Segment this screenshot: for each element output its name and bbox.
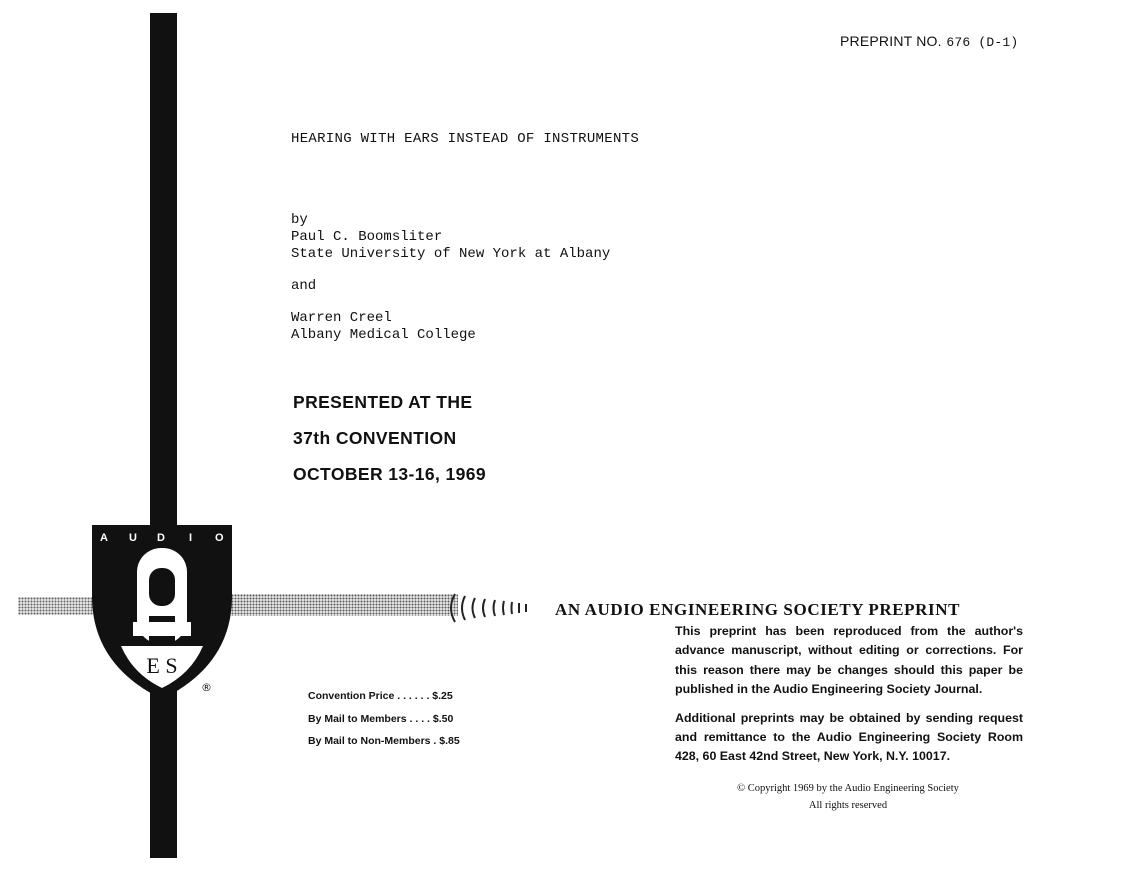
society-heading: AN AUDIO ENGINEERING SOCIETY PREPRINT	[555, 600, 961, 619]
presented-line1: PRESENTED AT THE	[293, 392, 473, 412]
author-block	[291, 212, 610, 344]
by-label: by	[291, 212, 308, 228]
price-value: $.50	[432, 712, 454, 725]
price-list	[308, 685, 460, 753]
logo-letter-o: O	[215, 532, 224, 544]
price-row	[308, 685, 460, 708]
notice-paragraph-2: Additional preprints may be obtained by sending request and remittance to the Audio Engineering Society Room 428, 60 East 42nd Street, New York, N.Y. 10017.	[675, 710, 1023, 764]
copyright-line2: All rights reserved	[808, 800, 888, 811]
logo-letter-u: U	[129, 532, 137, 544]
notice-paragraph-1: This preprint has been reproduced from the author's advance manuscript, without editing or corrections. For this reason there may be changes should this paper be published in the Audio Engineering Society Journal.	[675, 624, 1023, 697]
logo-letter-d: D	[157, 532, 165, 544]
preprint-number-value: 676 (D-1)	[946, 35, 1019, 50]
author2-affiliation: Albany Medical College	[291, 327, 476, 343]
author1-name: Paul C. Boomsliter	[291, 229, 443, 245]
logo-letter-a: A	[100, 532, 108, 544]
copyright-line1: © Copyright 1969 by the Audio Engineering Society	[737, 783, 959, 794]
sound-wave-icon	[445, 588, 540, 628]
logo-letter-i: I	[189, 532, 193, 544]
presented-line2: 37th CONVENTION	[293, 428, 457, 448]
price-value: $.85	[439, 735, 460, 747]
logo-sound-band-right	[228, 594, 458, 616]
price-label: By Mail to Non-Members .	[308, 735, 437, 747]
and-label: and	[291, 278, 317, 294]
author1-affiliation: State University of New York at Albany	[291, 246, 611, 262]
presented-line3: OCTOBER 13-16, 1969	[293, 464, 487, 484]
registered-mark: ®	[201, 681, 212, 694]
aes-logo-shield	[91, 524, 233, 700]
price-row	[308, 730, 460, 753]
price-label: By Mail to Members . . . .	[308, 712, 430, 725]
price-label: Convention Price . . . . . .	[308, 690, 430, 702]
presented-block	[293, 384, 486, 492]
logo-letters-es: E S	[146, 653, 178, 678]
preprint-label: PREPRINT NO.	[840, 33, 942, 49]
preprint-number	[840, 33, 1018, 50]
price-row	[308, 708, 460, 731]
price-value: $.25	[432, 690, 453, 702]
logo-pole	[150, 13, 177, 858]
author2-name: Warren Creel	[291, 310, 392, 326]
paper-title: HEARING WITH EARS INSTEAD OF INSTRUMENTS	[291, 131, 640, 147]
copyright-notice	[704, 780, 992, 814]
society-notice	[675, 622, 1023, 767]
